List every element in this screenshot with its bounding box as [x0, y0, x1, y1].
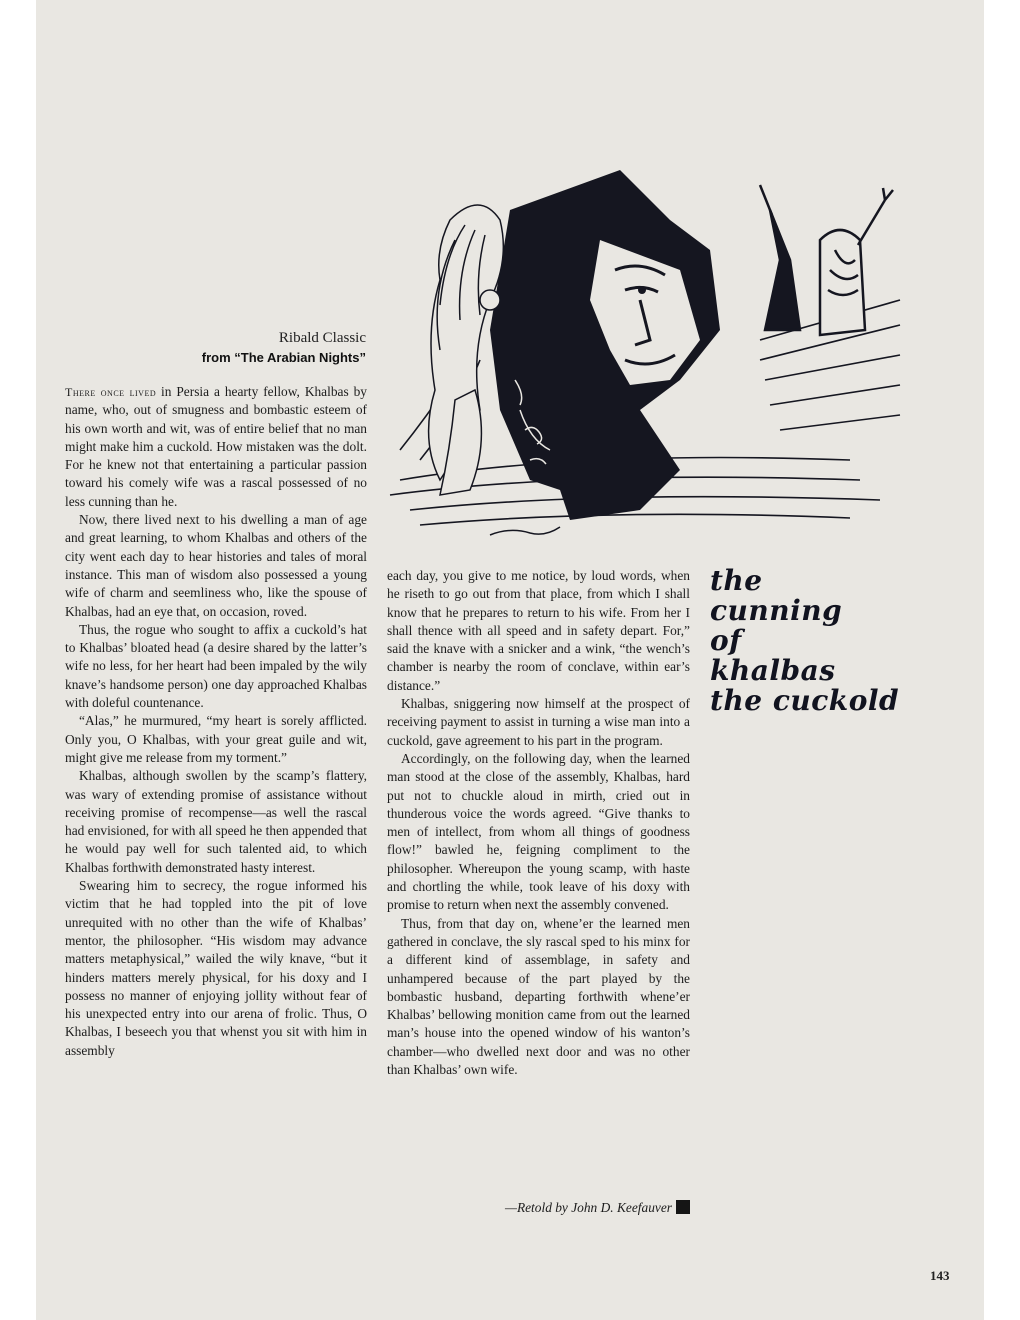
paragraph: Swearing him to secrecy, the rogue informed his victim that he had toppled into the pit of love unrequited with no other than the wife of Khalbas’ mentor, the philosopher. “His wisdom may advance matters metaphysical,” wailed the wily knave, “but it hinders matters merely physical, for his doxy and I possess no manner of enjoying jollity without fear of his unexpected entry into our arena of frolic. Thus, O Khalbas, I beseech you that whenst you sit with him in assembly [65, 878, 367, 1058]
paragraph: Thus, from that day on, whene’er the learned men gathered in conclave, the sly rascal sped to his minx for a different kind of assemblage, in safety and unhampered because of the part played by the bombastic husband, departing forthwith whene’er Khalbas’ bellowing monition came from out the learned man’s house into the opened window of his wanton’s chamber—who dwelled next door and was no other than Khalbas’ own wife. [387, 915, 690, 1078]
paragraph: “Alas,” he murmured, “my heart is sorely afflicted. Only you, O Khalbas, with your great guile and wit, might give me release from my torment.” [65, 713, 367, 765]
paragraph: Now, there lived next to his dwelling a man of age and great learning, to whom Khalbas and others of the city went each day to hear histories and tales of moral instance. This man of wisdom also possessed a young wife of charm and seemliness who, like the spouse of Khalbas, had an eye that, on occasion, roved. [65, 512, 367, 619]
title-line: the cuckold [710, 684, 900, 717]
article-title [710, 566, 950, 716]
article-column-2 [387, 567, 690, 1079]
paragraph: Thus, the rogue who sought to affix a cuckold’s hat to Khalbas’ bloated head (a desire shared by the latter’s wife no less, for her heart had been impaled by the wily knave’s handsome person) one day approached Khalbas with doleful countenance. [65, 621, 367, 711]
kicker [140, 328, 366, 368]
end-mark-icon [676, 1200, 690, 1214]
kicker-source: from “The Arabian Nights” [201, 350, 366, 365]
paragraph: Accordingly, on the following day, when the learned man stood at the close of the assembly, Khalbas, hard put not to chuckle aloud in mirth, cried out in thunderous voice the words agreed. “Give thanks to men of intellect, from whom all things of goodness flow!” bawled he, feigning compliment to the philosopher. Whereupon the young scamp, with haste and chortling the while, took leave of his doxy with promise to return when next the assembly convened. [387, 750, 690, 913]
kicker-series: Ribald Classic [278, 330, 366, 346]
title-line: the [710, 564, 763, 597]
paragraph: Khalbas, although swollen by the scamp’s flattery, was wary of extending promise of assistance without receiving promise of recompense—as well the rascal had envisioned, for with all speed he then appended that he would pay well for such talented aid, to which Khalbas forthwith demonstrated hasty interest. [65, 768, 367, 875]
byline [420, 1200, 690, 1216]
lead-in: There once lived [65, 385, 157, 399]
paragraph: each day, you give to me notice, by loud words, when he riseth to go out from that place, from which I shall know that he prepares to return to his wife. From her I shall thence with all speed and in safety depart. For,” said the knave with a snicker and a wink, “the wench’s chamber is nearby the room of conclave, within ear’s distance.” [387, 568, 690, 693]
paragraph: There once lived in Persia a hearty fellow, Khalbas by name, who, out of smugness and bombastic esteem of his own worth and wit, was of entire belief that no man might make him a cuckold. How mistaken was the dolt. For he knew not that entertaining a particular passion toward his comely wife was a rascal possessed of no less cunning than he. [65, 384, 367, 509]
title-line: khalbas [710, 654, 836, 687]
article-column-1 [65, 383, 367, 1060]
title-line: cunning [710, 594, 843, 627]
page-number: 143 [930, 1268, 950, 1283]
illustration-knave-and-philosopher [380, 150, 920, 550]
byline-text: —Retold by John D. Keefauver [505, 1200, 672, 1215]
title-line: of [710, 624, 742, 657]
paragraph: Khalbas, sniggering now himself at the prospect of receiving payment to assist in turning a wise man into a cuckold, gave agreement to his part in the program. [387, 696, 690, 748]
